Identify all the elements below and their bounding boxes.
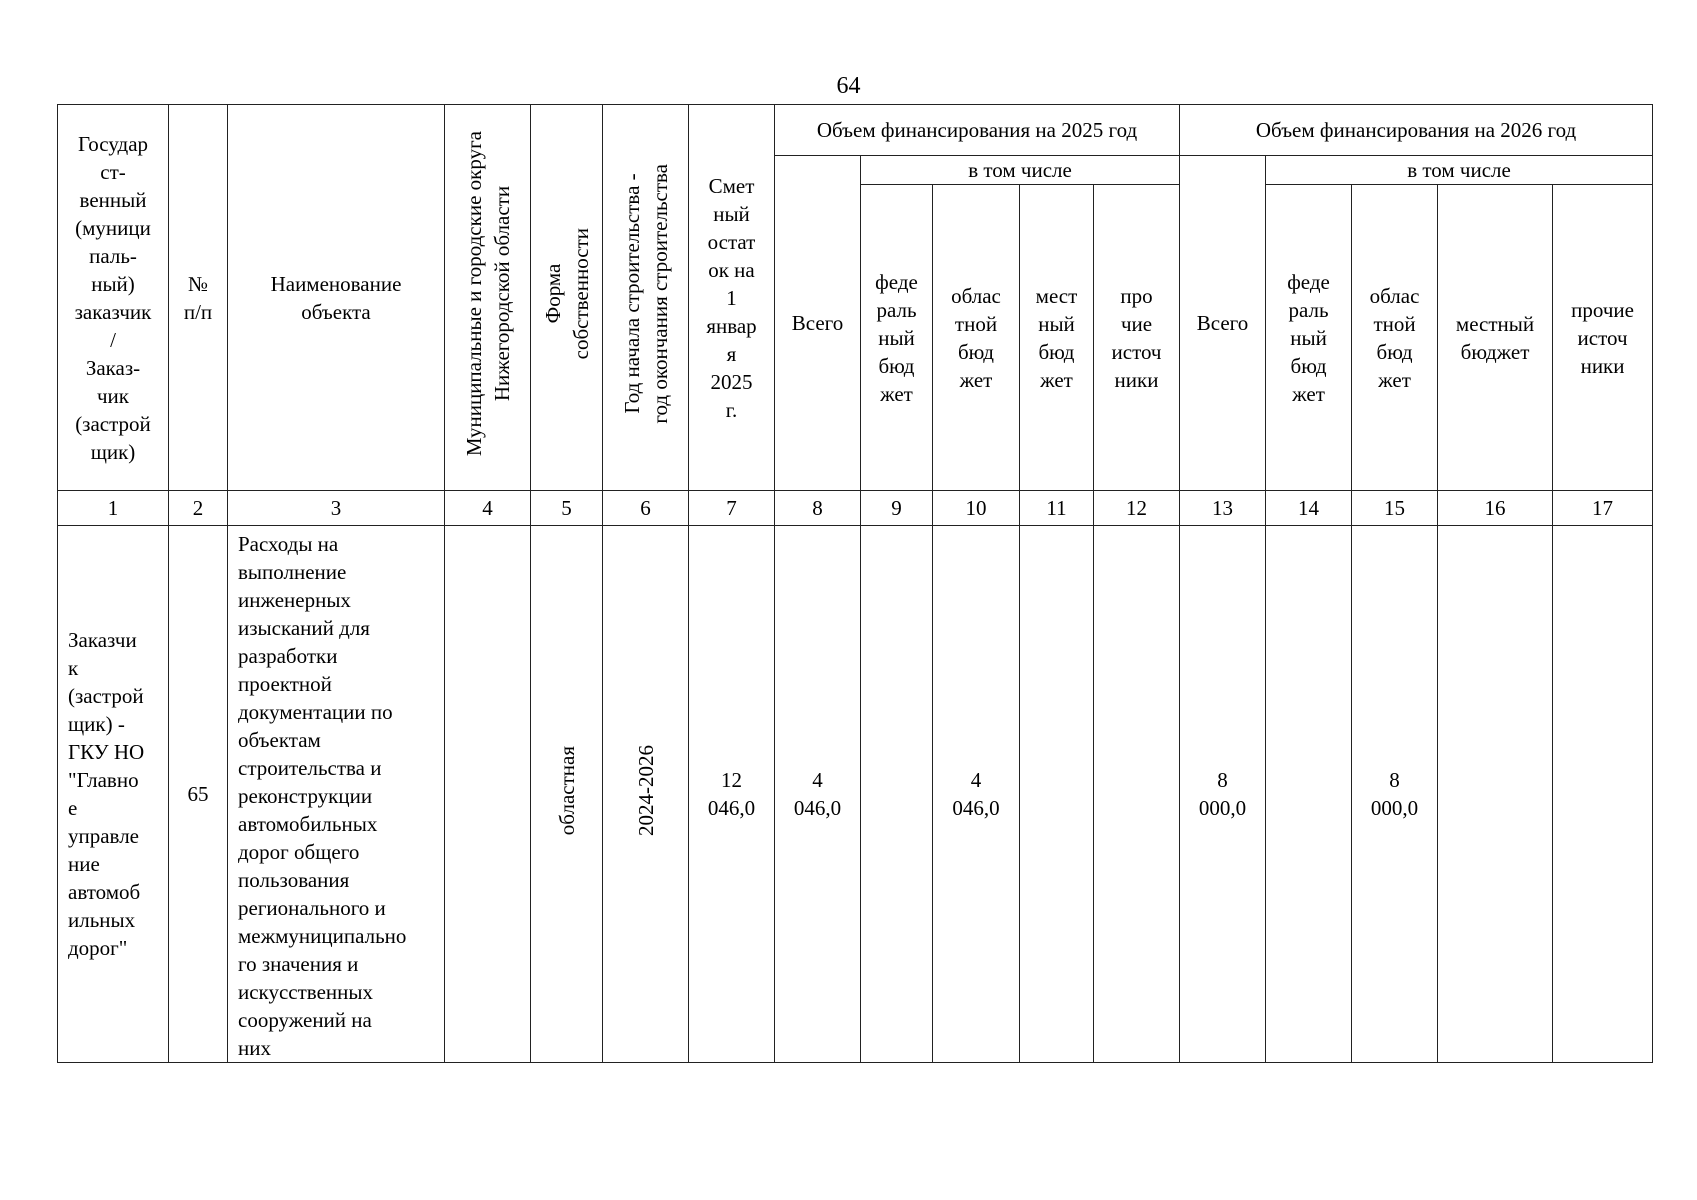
column-number-cell: 10 xyxy=(933,491,1020,526)
header-regional-2025: облас тной бюд жет xyxy=(933,185,1020,491)
header-municipal-district-text: Муниципальные и городские округа Нижегородской области xyxy=(461,131,514,457)
header-federal-2026: феде раль ный бюд жет xyxy=(1266,185,1352,491)
header-total-2026: Всего xyxy=(1180,156,1266,491)
header-including-2026: в том числе xyxy=(1266,156,1653,185)
row-local-2025 xyxy=(1020,526,1094,1063)
header-local-2025: мест ный бюд жет xyxy=(1020,185,1094,491)
column-numbers-row xyxy=(58,491,1653,526)
row-regional-2025: 4 046,0 xyxy=(933,526,1020,1063)
column-number-cell: 2 xyxy=(169,491,228,526)
header-total-2025: Всего xyxy=(775,156,861,491)
row-object-name: Расходы на выполнение инженерных изысканий для разработки проектной документации по объектам строительства и реконструкции автомобильных дорог общего пользования регионального и межмуниципально го значения и искусственных сооружений на них xyxy=(228,526,445,1063)
column-number-cell: 9 xyxy=(861,491,933,526)
header-including-2025: в том числе xyxy=(861,156,1180,185)
row-remaining: 12 046,0 xyxy=(689,526,775,1063)
header-other-2026: прочие источ ники xyxy=(1553,185,1653,491)
row-ownership-text: областная xyxy=(554,745,579,836)
header-row-1 xyxy=(58,105,1653,156)
row-customer: Заказчи к (застрой щик) - ГКУ НО "Главно е управле ние автомоб ильных дорог" xyxy=(58,526,169,1063)
header-years xyxy=(603,105,689,491)
row-regional-2026: 8 000,0 xyxy=(1352,526,1438,1063)
row-years xyxy=(603,526,689,1063)
header-local-2026: местный бюджет xyxy=(1438,185,1553,491)
header-funding-2026: Объем финансирования на 2026 год xyxy=(1180,105,1653,156)
row-federal-2025 xyxy=(861,526,933,1063)
column-number-cell: 3 xyxy=(228,491,445,526)
row-other-2026 xyxy=(1553,526,1653,1063)
row-ownership xyxy=(531,526,603,1063)
page-number: 64 xyxy=(836,73,861,99)
row-index: 65 xyxy=(169,526,228,1063)
header-federal-2025: феде раль ный бюд жет xyxy=(861,185,933,491)
financing-table xyxy=(57,104,1653,1063)
column-number-cell: 8 xyxy=(775,491,861,526)
column-number-cell: 5 xyxy=(531,491,603,526)
column-number-cell: 6 xyxy=(603,491,689,526)
column-number-cell: 17 xyxy=(1553,491,1653,526)
row-local-2026 xyxy=(1438,526,1553,1063)
column-number-cell: 1 xyxy=(58,491,169,526)
column-number-cell: 16 xyxy=(1438,491,1553,526)
column-number-cell: 12 xyxy=(1094,491,1180,526)
row-federal-2026 xyxy=(1266,526,1352,1063)
header-other-2025: про чие источ ники xyxy=(1094,185,1180,491)
header-years-text: Год начала строительства - год окончания строительства xyxy=(619,164,672,424)
row-total-2026: 8 000,0 xyxy=(1180,526,1266,1063)
row-years-text: 2024-2026 xyxy=(633,745,658,836)
header-object-name: Наименование объекта xyxy=(228,105,445,491)
header-ownership xyxy=(531,105,603,491)
column-number-cell: 15 xyxy=(1352,491,1438,526)
column-number-cell: 13 xyxy=(1180,491,1266,526)
header-ownership-text: Форма собственности xyxy=(540,228,593,360)
column-number-cell: 14 xyxy=(1266,491,1352,526)
header-customer: Государ ст- венный (муници паль- ный) заказчик / Заказ- чик (застрой щик) xyxy=(58,105,169,491)
header-regional-2026: облас тной бюд жет xyxy=(1352,185,1438,491)
header-index: № п/п xyxy=(169,105,228,491)
column-number-cell: 4 xyxy=(445,491,531,526)
column-number-cell: 11 xyxy=(1020,491,1094,526)
row-total-2025: 4 046,0 xyxy=(775,526,861,1063)
table-row xyxy=(58,526,1653,1063)
row-other-2025 xyxy=(1094,526,1180,1063)
header-funding-2025: Объем финансирования на 2025 год xyxy=(775,105,1180,156)
header-remaining: Смет ный остат ок на 1 январ я 2025 г. xyxy=(689,105,775,491)
row-municipal-district xyxy=(445,526,531,1063)
header-municipal-district xyxy=(445,105,531,491)
column-number-cell: 7 xyxy=(689,491,775,526)
